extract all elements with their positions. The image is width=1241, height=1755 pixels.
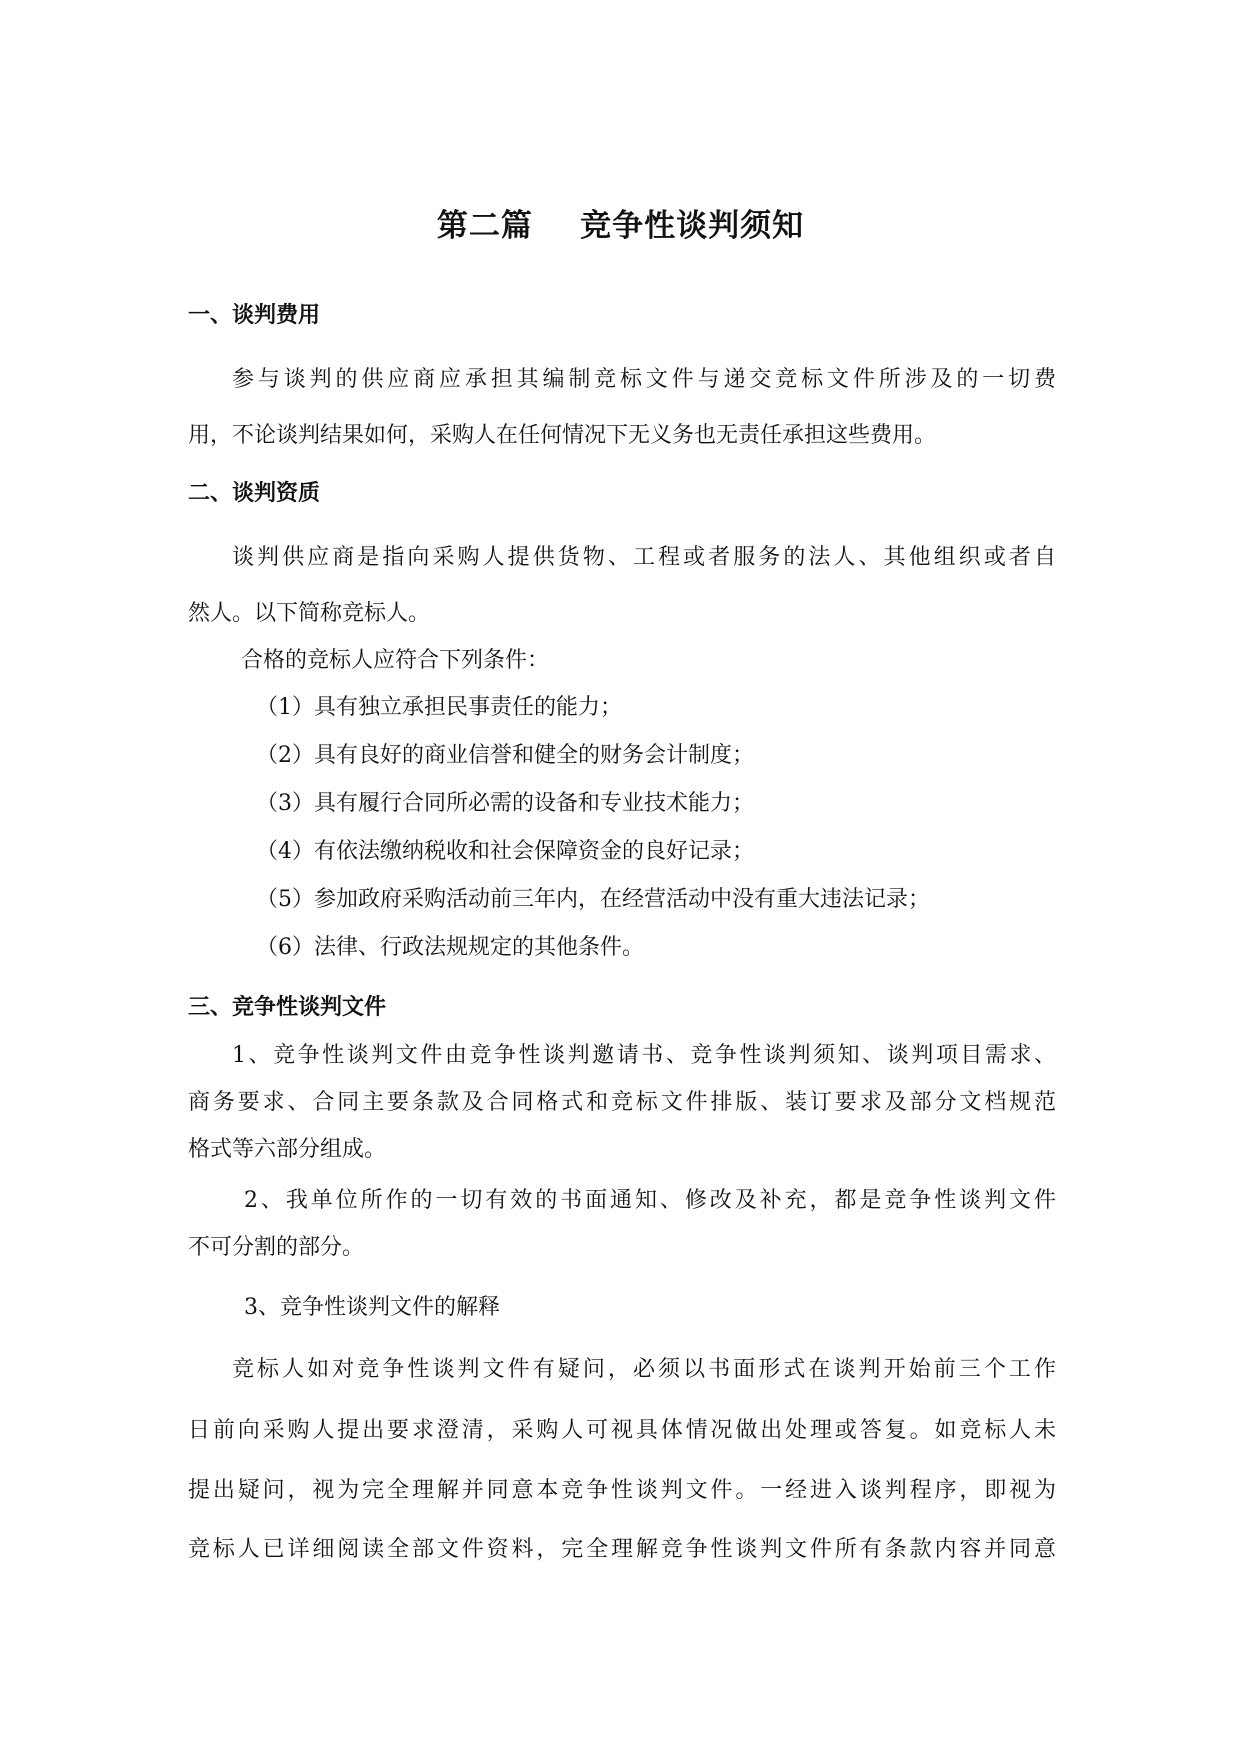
- paragraph-line: 参与谈判的供应商应承担其编制竞标文件与递交竞标文件所涉及的一切费: [232, 367, 1056, 392]
- section-heading: 一、谈判费用: [188, 303, 321, 328]
- paragraph-line: 提出疑问，视为完全理解并同意本竞争性谈判文件。一经进入谈判程序，即视为: [188, 1478, 1056, 1503]
- paragraph-line: 1、竞争性谈判文件由竞争性谈判邀请书、竞争性谈判须知、谈判项目需求、: [232, 1043, 1056, 1068]
- paragraph-line: 格式等六部分组成。: [188, 1137, 387, 1162]
- paragraph-line: 商务要求、合同主要条款及合同格式和竞标文件排版、装订要求及部分文档规范: [188, 1090, 1056, 1115]
- paragraph-line: 不可分割的部分。: [188, 1235, 365, 1260]
- page-title: 第二篇 竞争性谈判须知: [436, 208, 805, 244]
- list-item: （6）法律、行政法规规定的其他条件。: [256, 935, 644, 960]
- section-heading: 二、谈判资质: [188, 481, 321, 506]
- paragraph-line: 2、我单位所作的一切有效的书面通知、修改及补充，都是竞争性谈判文件: [244, 1188, 1056, 1213]
- paragraph-line: 然人。以下简称竞标人。: [188, 601, 431, 626]
- list-item: （2）具有良好的商业信誉和健全的财务会计制度；: [256, 743, 754, 768]
- paragraph-line: 谈判供应商是指向采购人提供货物、工程或者服务的法人、其他组织或者自: [232, 545, 1056, 570]
- paragraph-line: 用，不论谈判结果如何，采购人在任何情况下无义务也无责任承担这些费用。: [188, 423, 937, 448]
- list-item: （4）有依法缴纳税收和社会保障资金的良好记录；: [256, 839, 754, 864]
- paragraph-line: 日前向采购人提出要求澄清，采购人可视具体情况做出处理或答复。如竞标人未: [188, 1418, 1056, 1443]
- list-item: （3）具有履行合同所必需的设备和专业技术能力；: [256, 791, 754, 816]
- list-item: （5）参加政府采购活动前三年内，在经营活动中没有重大违法记录；: [256, 887, 930, 912]
- paragraph-line: 竞标人已详细阅读全部文件资料，完全理解竞争性谈判文件所有条款内容并同意: [188, 1537, 1056, 1562]
- paragraph-line: 竞标人如对竞争性谈判文件有疑问，必须以书面形式在谈判开始前三个工作: [232, 1357, 1056, 1382]
- list-item: （1）具有独立承担民事责任的能力；: [256, 695, 622, 720]
- section-heading: 三、竞争性谈判文件: [188, 995, 387, 1020]
- paragraph-line: 合格的竞标人应符合下列条件：: [241, 648, 550, 673]
- paragraph-line: 3、竞争性谈判文件的解释: [244, 1295, 500, 1320]
